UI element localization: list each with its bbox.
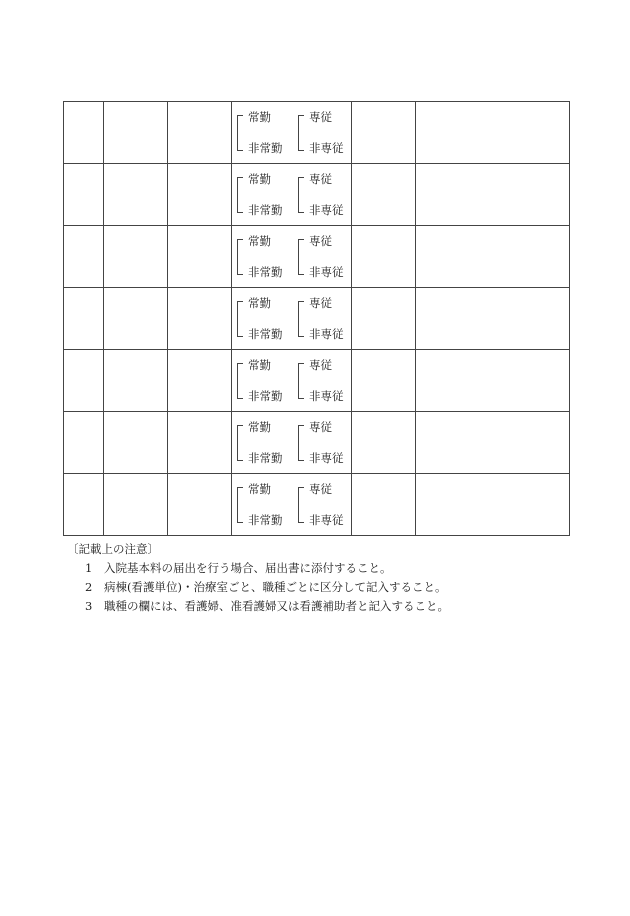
- employment-status-cell: [232, 288, 352, 350]
- note-text: 病棟(看護単位)・治療室ごと、職種ごとに区分して記入すること。: [104, 580, 447, 594]
- remarks-cell[interactable]: [416, 288, 570, 350]
- remarks-cell[interactable]: [416, 164, 570, 226]
- no-cell[interactable]: [64, 350, 104, 412]
- remarks-cell[interactable]: [416, 350, 570, 412]
- remarks-cell[interactable]: [416, 474, 570, 536]
- no-cell[interactable]: [64, 164, 104, 226]
- table-row: [64, 164, 570, 226]
- employment-status-cell: [232, 350, 352, 412]
- fulltime-option[interactable]: 常勤: [248, 172, 271, 186]
- job-type-cell[interactable]: [168, 474, 232, 536]
- table-row: [64, 226, 570, 288]
- non-dedicated-option[interactable]: 非専従: [309, 513, 344, 527]
- parttime-option[interactable]: 非常勤: [248, 389, 283, 403]
- bracket-right: [298, 177, 304, 213]
- bracket-left: [237, 301, 243, 337]
- job-type-cell[interactable]: [168, 412, 232, 474]
- bracket-right: [298, 487, 304, 523]
- dedicated-option[interactable]: 専従: [309, 296, 332, 310]
- bracket-left: [237, 487, 243, 523]
- bracket-right: [298, 425, 304, 461]
- name-cell[interactable]: [104, 288, 168, 350]
- bracket-right: [298, 239, 304, 275]
- non-dedicated-option[interactable]: 非専従: [309, 389, 344, 403]
- dedicated-option[interactable]: 専従: [309, 172, 332, 186]
- name-cell[interactable]: [104, 350, 168, 412]
- bracket-left: [237, 425, 243, 461]
- parttime-option[interactable]: 非常勤: [248, 203, 283, 217]
- name-cell[interactable]: [104, 412, 168, 474]
- bracket-left: [237, 177, 243, 213]
- remarks-cell[interactable]: [416, 412, 570, 474]
- note-text: 職種の欄には、看護婦、准看護婦又は看護補助者と記入すること。: [104, 599, 449, 613]
- note-number: 1: [85, 561, 93, 575]
- staff-table: [63, 101, 570, 536]
- fulltime-option[interactable]: 常勤: [248, 358, 271, 372]
- job-type-cell[interactable]: [168, 164, 232, 226]
- bracket-left: [237, 363, 243, 399]
- hours-cell[interactable]: [352, 226, 416, 288]
- employment-status-cell: [232, 412, 352, 474]
- bracket-left: [237, 239, 243, 275]
- parttime-option[interactable]: 非常勤: [248, 451, 283, 465]
- name-cell[interactable]: [104, 226, 168, 288]
- note-number: 3: [85, 599, 93, 613]
- non-dedicated-option[interactable]: 非専従: [309, 203, 344, 217]
- job-type-cell[interactable]: [168, 350, 232, 412]
- fulltime-option[interactable]: 常勤: [248, 482, 271, 496]
- no-cell[interactable]: [64, 474, 104, 536]
- remarks-cell[interactable]: [416, 226, 570, 288]
- bracket-right: [298, 301, 304, 337]
- hours-cell[interactable]: [352, 164, 416, 226]
- fulltime-option[interactable]: 常勤: [248, 296, 271, 310]
- no-cell[interactable]: [64, 226, 104, 288]
- hours-cell[interactable]: [352, 412, 416, 474]
- table-row: [64, 412, 570, 474]
- table-row: [64, 288, 570, 350]
- note-item: [85, 559, 449, 578]
- non-dedicated-option[interactable]: 非専従: [309, 451, 344, 465]
- parttime-option[interactable]: 非常勤: [248, 265, 283, 279]
- job-type-cell[interactable]: [168, 102, 232, 164]
- hours-cell[interactable]: [352, 350, 416, 412]
- table-row: [64, 350, 570, 412]
- bracket-left: [237, 115, 243, 151]
- no-cell[interactable]: [64, 288, 104, 350]
- bracket-right: [298, 115, 304, 151]
- no-cell[interactable]: [64, 412, 104, 474]
- name-cell[interactable]: [104, 164, 168, 226]
- non-dedicated-option[interactable]: 非専従: [309, 327, 344, 341]
- note-text: 入院基本料の届出を行う場合、届出書に添付すること。: [104, 561, 392, 575]
- table-row: [64, 474, 570, 536]
- employment-status-cell: [232, 102, 352, 164]
- dedicated-option[interactable]: 専従: [309, 482, 332, 496]
- table-row: [64, 102, 570, 164]
- non-dedicated-option[interactable]: 非専従: [309, 265, 344, 279]
- dedicated-option[interactable]: 専従: [309, 358, 332, 372]
- no-cell[interactable]: [64, 102, 104, 164]
- fulltime-option[interactable]: 常勤: [248, 420, 271, 434]
- note-item: [85, 597, 449, 616]
- fulltime-option[interactable]: 常勤: [248, 234, 271, 248]
- name-cell[interactable]: [104, 474, 168, 536]
- hours-cell[interactable]: [352, 474, 416, 536]
- employment-status-cell: [232, 474, 352, 536]
- notes-section: [63, 540, 449, 616]
- dedicated-option[interactable]: 専従: [309, 110, 332, 124]
- non-dedicated-option[interactable]: 非専従: [309, 141, 344, 155]
- hours-cell[interactable]: [352, 102, 416, 164]
- fulltime-option[interactable]: 常勤: [248, 110, 271, 124]
- bracket-right: [298, 363, 304, 399]
- employment-status-cell: [232, 164, 352, 226]
- job-type-cell[interactable]: [168, 288, 232, 350]
- parttime-option[interactable]: 非常勤: [248, 141, 283, 155]
- parttime-option[interactable]: 非常勤: [248, 513, 283, 527]
- notes-heading: 〔記載上の注意〕: [67, 542, 159, 556]
- employment-status-cell: [232, 226, 352, 288]
- hours-cell[interactable]: [352, 288, 416, 350]
- note-number: 2: [85, 580, 93, 594]
- dedicated-option[interactable]: 専従: [309, 420, 332, 434]
- name-cell[interactable]: [104, 102, 168, 164]
- parttime-option[interactable]: 非常勤: [248, 327, 283, 341]
- note-item: [85, 578, 449, 597]
- remarks-cell[interactable]: [416, 102, 570, 164]
- job-type-cell[interactable]: [168, 226, 232, 288]
- dedicated-option[interactable]: 専従: [309, 234, 332, 248]
